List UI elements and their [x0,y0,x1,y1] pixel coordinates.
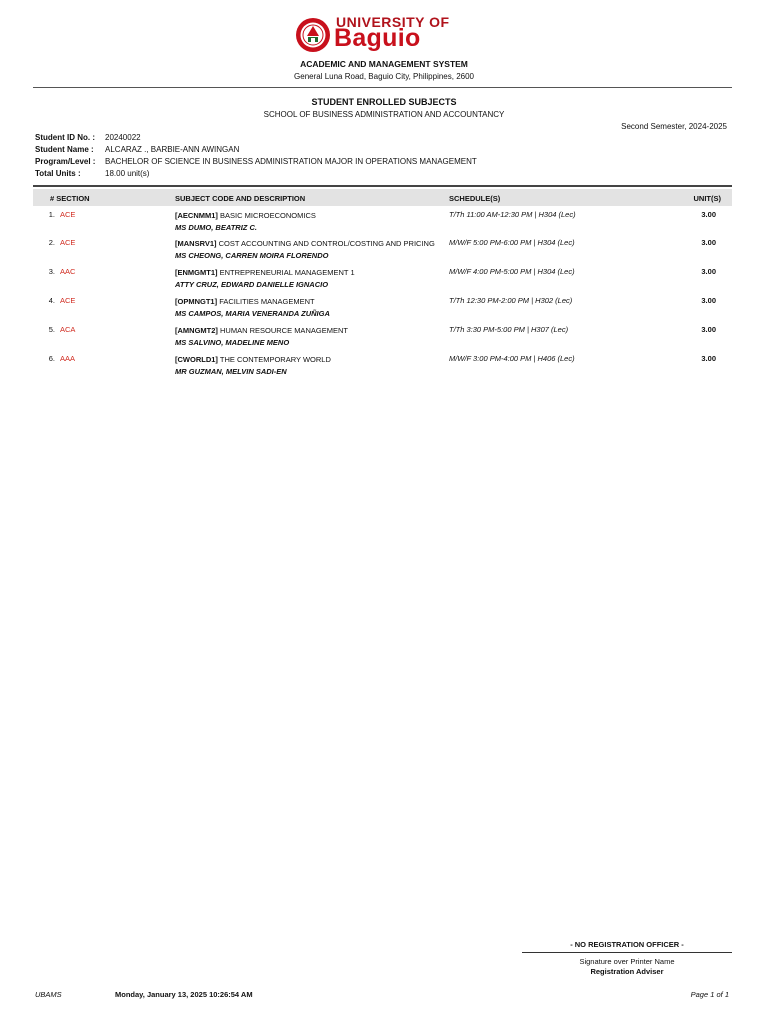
subject-code: [AECNMM1] [175,211,218,220]
row-schedule: M/W/F 4:00 PM-5:00 PM | H304 (Lec) [449,267,575,276]
row-instructor: MR GUZMAN, MELVIN SADI-EN [175,367,287,376]
header-divider [33,87,732,88]
footer-print-date: Monday, January 13, 2025 10:26:54 AM [115,990,253,999]
row-schedule: T/Th 11:00 AM-12:30 PM | H304 (Lec) [449,210,576,219]
row-subject [175,211,316,220]
student-id-label: Student ID No. : [35,133,95,142]
subject-description: ENTREPRENEURIAL MANAGEMENT 1 [219,268,355,277]
registration-officer: - NO REGISTRATION OFFICER - [570,940,684,949]
row-units: 3.00 [701,354,716,363]
column-header-subject: SUBJECT CODE AND DESCRIPTION [175,194,306,203]
row-instructor: MS SALVINO, MADELINE MENO [175,338,290,347]
subject-description: FACILITIES MANAGEMENT [219,297,315,306]
subject-description: COST ACCOUNTING AND CONTROL/COSTING AND PRICING [218,239,435,248]
row-number: 1. [48,210,55,219]
signature-role: Registration Adviser [590,967,664,976]
subject-code: [MANSRV1] [175,239,217,248]
row-subject [175,297,315,306]
row-units: 3.00 [701,325,716,334]
row-subject [175,239,435,248]
semester: Second Semester, 2024-2025 [621,122,727,131]
student-id-row [35,133,141,142]
row-section: AAA [60,354,76,363]
program-label: Program/Level : [35,157,96,166]
row-schedule: M/W/F 5:00 PM-6:00 PM | H304 (Lec) [449,238,575,247]
row-instructor: MS DUMO, BEATRIZ C. [175,223,257,232]
row-schedule: M/W/F 3:00 PM-4:00 PM | H406 (Lec) [449,354,575,363]
signature-line [522,952,732,953]
subject-code: [CWORLD1] [175,355,218,364]
row-section: ACE [60,238,76,247]
footer-page-number: Page 1 of 1 [690,990,729,999]
row-number: 5. [48,325,55,334]
student-name-value: ALCARAZ ., BARBIE-ANN AWINGAN [105,145,240,154]
footer-app-name: UBAMS [35,990,62,999]
row-instructor: MS CAMPOS, MARIA VENERANDA ZUÑIGA [175,309,330,318]
column-header-units: UNIT(S) [693,194,721,203]
column-header-schedule: SCHEDULE(S) [449,194,501,203]
subject-code: [OPMNGT1] [175,297,218,306]
university-name-main: Baguio [334,24,421,52]
row-subject [175,326,348,335]
row-units: 3.00 [701,296,716,305]
system-name: ACADEMIC AND MANAGEMENT SYSTEM [300,59,468,69]
row-schedule: T/Th 3:30 PM-5:00 PM | H307 (Lec) [449,325,569,334]
row-number: 2. [48,238,55,247]
university-name-top: UNIVERSITY OF [336,14,450,30]
program-value: BACHELOR OF SCIENCE IN BUSINESS ADMINISTRATION MAJOR IN OPERATIONS MANAGEMENT [105,157,477,166]
row-section: ACE [60,296,76,305]
row-units: 3.00 [701,210,716,219]
column-header-section: # SECTION [50,194,90,203]
row-section: AAC [60,267,76,276]
university-seal-icon [295,16,331,54]
row-schedule: T/Th 12:30 PM-2:00 PM | H302 (Lec) [449,296,573,305]
subject-code: [ENMGMT1] [175,268,218,277]
row-section: ACE [60,210,76,219]
row-units: 3.00 [701,238,716,247]
row-number: 3. [48,267,55,276]
subject-description: HUMAN RESOURCE MANAGEMENT [220,326,348,335]
row-units: 3.00 [701,267,716,276]
subject-description: THE CONTEMPORARY WORLD [219,355,331,364]
row-instructor: MS CHEONG, CARREN MOIRA FLORENDO [175,251,329,260]
row-section: ACA [60,325,76,334]
program-row [35,157,477,166]
row-subject [175,268,355,277]
total-units-label: Total Units : [35,169,81,178]
signature-caption: Signature over Printer Name [579,957,675,966]
subject-code: [AMNGMT2] [175,326,218,335]
school-name: SCHOOL OF BUSINESS ADMINISTRATION AND ACCOUNTANCY [263,110,505,119]
subject-description: BASIC MICROECONOMICS [220,211,316,220]
student-name-label: Student Name : [35,145,94,154]
row-instructor: ATTY CRUZ, EDWARD DANIELLE IGNACIO [175,280,329,289]
total-units-value: 18.00 unit(s) [105,169,150,178]
row-subject [175,355,331,364]
table-top-rule [33,185,732,187]
document-title: STUDENT ENROLLED SUBJECTS [311,97,457,107]
student-id-value: 20240022 [105,133,141,142]
row-number: 6. [48,354,55,363]
row-number: 4. [48,296,55,305]
total-units-row [35,169,149,178]
student-name-row [35,145,239,154]
university-address: General Luna Road, Baguio City, Philippines, 2600 [294,72,474,81]
table-header [33,189,732,206]
